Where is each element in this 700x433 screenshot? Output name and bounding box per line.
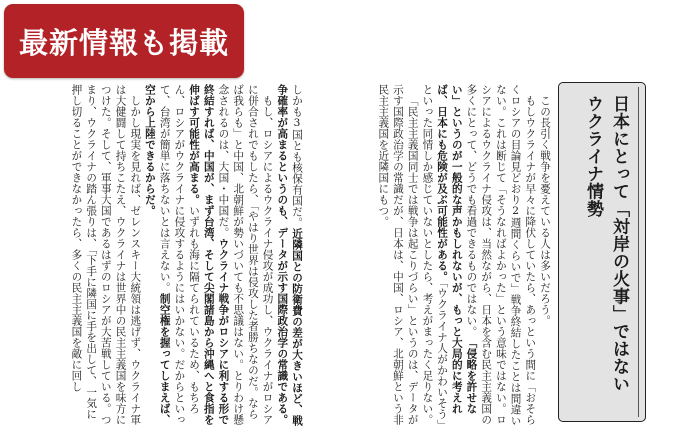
emphasis-text: 制空権を握ってしまえば、空から上陸できるからだ。 [143, 84, 171, 425]
text-run: もし、ロシアによるウクライナ侵攻が成功し、ウクライナがロシアに併合されでもしたら、「やはり世界は侵攻した者勝ちなのだ。ならば我らも」と中国、北朝鮮が勢いづいても不思議はない。とりわけ懸念されるのは、大国・中国だ。 [217, 84, 274, 425]
emphasis-text: ウクライナ戦争がロシアに利する形で終結すれば、中国が、まず台湾、そして尖閣諸島から沖縄へと食指を伸ばす可能性が高まる。 [188, 84, 230, 425]
paragraph [275, 84, 304, 429]
paragraph: 「民主主義国同士では戦争は起こりづらい」というのは、データが示す国際政治学の常識だが、日本は、中国、ロシア、北朝鮮という非民主主義国を近隣国にもつ。 [377, 84, 419, 425]
latest-info-banner [4, 4, 244, 78]
body-text-right-column [342, 84, 552, 429]
text-run: もしウクライナが早々に降伏していたら、あっという間に「おそらくロシアの目論見どおり2週間くらいで」戦争終結したことは間違いない。これは断じて「そうなればよかった」という意味ではない。ロシアによるウクライナ侵攻は、当然ながら、日本を含む民主主義国の多くにとって、どうでも看過できるものではない。 [465, 84, 537, 427]
body-text-left-column [70, 84, 304, 429]
paragraph [142, 84, 274, 429]
section-heading-box [558, 82, 646, 422]
text-run: 「ウクライナ人がかわいそう」といった同情しか感じていないとしたら、考えがまったく足りない。 [421, 84, 449, 426]
emphasis-text: 「侵略を許せない」というのが一般的な声かもしれないが、もっと大局的に考えれば、日本にも危険が及ぶ可能性がある。 [436, 84, 478, 414]
paragraph: この長引く戦争を憂えている人は多いだろう。 [539, 94, 551, 326]
text-run: しかも3国とも核保有国だ。 [291, 84, 303, 229]
section-heading-line2: ウクライナ情勢 [583, 95, 603, 218]
paragraph: しかし現実を見れば、ゼレンスキー大統領は逃げず、ウクライナ軍は大健闘して持ちこたえ、ウクライナは世界中の民主主義国を味方につけた。そして、軍事大国であるはずのロシアが大苦戦している。つまり、ウクライナの踏ん張りは、「下手に隣国に手を出して、一気に押し切ることができなかったら、多くの民主主義国を敵に回し [70, 84, 142, 425]
paragraph [420, 84, 538, 429]
banner-text: 最新情報も掲載 [18, 25, 229, 60]
section-heading-line1: 日本にとって「対岸の火事」ではない [609, 95, 629, 393]
text-run: いずれも海に隔てられているため、もちろん、ロシアがウクライナに侵攻するようにはいかない。だからといって、台湾が簡単に落ちないとは言えない。 [158, 84, 201, 425]
emphasis-text: 近隣国との防衛費の差が大きいほど、戦争確率が高まるというのも、データが示す国際政治学の常識である。 [276, 84, 303, 427]
